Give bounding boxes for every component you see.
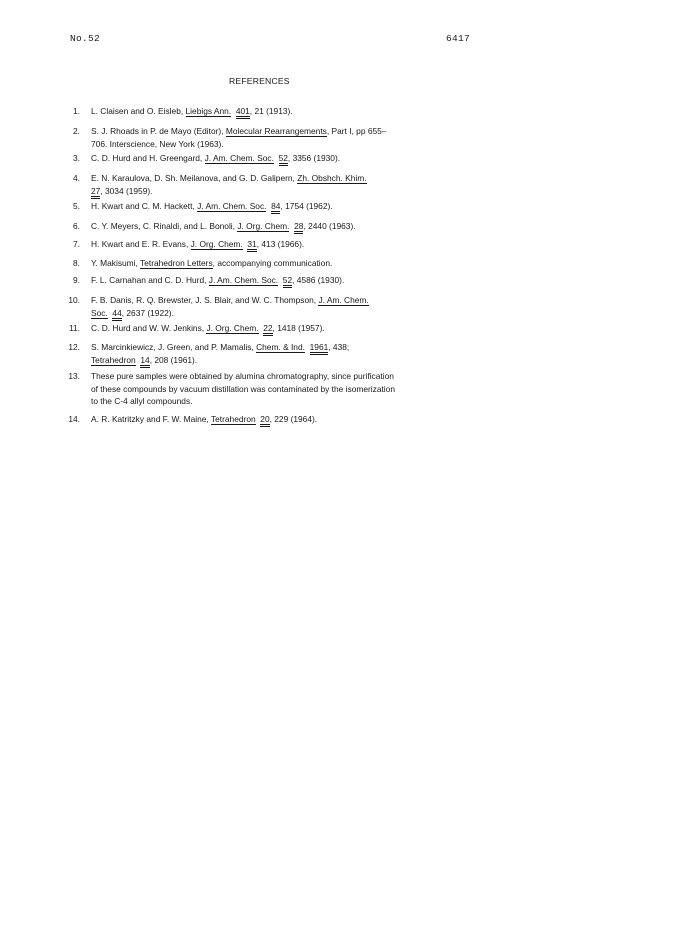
volume-number: 84 [271, 201, 280, 214]
spacer-text [274, 153, 279, 163]
reference-text: C. D. Hurd and W. W. Jenkins, [91, 323, 207, 333]
reference-number: 12. [68, 342, 80, 352]
reference-line [91, 172, 367, 185]
reference-text: , 1418 (1957). [272, 323, 325, 333]
reference-line [91, 220, 356, 233]
reference-line [91, 274, 344, 287]
reference-line [91, 152, 340, 165]
reference-text: L. Claisen and O. Eisleb, [91, 106, 186, 116]
reference-text: , 1754 (1962). [280, 201, 333, 211]
page-number: 6417 [446, 33, 471, 44]
volume-number: 28 [294, 221, 303, 234]
reference-text: , 21 (1913). [249, 106, 293, 116]
volume-number: 20 [260, 414, 269, 427]
reference-text: E. N. Karaulova, D. Sh. Meilanova, and G. D. Galipern, [91, 173, 298, 183]
journal-title: J. Org. Chem. [190, 239, 243, 249]
reference-number: 14. [68, 414, 80, 424]
reference-number: 5. [73, 201, 80, 211]
reference-number: 8. [73, 258, 80, 268]
reference-line [91, 413, 317, 426]
volume-number: 31 [247, 239, 256, 252]
reference-text: Y. Makisumi, [91, 258, 141, 268]
journal-title: J. Am. Chem. Soc. [197, 201, 267, 211]
reference-line [91, 138, 224, 151]
reference-text: These pure samples were obtained by alumina chromatography, since purification [91, 371, 394, 381]
reference-line [91, 238, 304, 251]
reference-text: A. R. Katritzky and F. W. Maine, [91, 414, 211, 424]
journal-title: Soc. [91, 307, 108, 318]
volume-number: 52 [283, 275, 292, 288]
reference-text: , 3356 (1930). [287, 153, 341, 163]
reference-text: , 4586 (1930). [292, 275, 345, 285]
reference-text: F. L. Carnahan and C. D. Hurd, [91, 275, 209, 285]
volume-number: 52 [279, 153, 288, 166]
journal-title: J. Am. Chem. [318, 295, 369, 305]
reference-number: 13. [68, 371, 80, 381]
reference-number: 2. [73, 126, 80, 136]
reference-text: F. B. Danis, R. Q. Brewster, J. S. Blair, and W. C. Thompson, [91, 295, 319, 305]
reference-text: , Part I, pp 655– [326, 126, 387, 136]
journal-title: J. Am. Chem. Soc. [208, 275, 279, 285]
reference-line [91, 395, 192, 408]
reference-line [91, 125, 386, 138]
reference-text: , accompanying communication. [212, 258, 333, 268]
reference-number: 10. [68, 295, 80, 305]
reference-text: , 229 (1964). [269, 414, 318, 424]
reference-line [91, 257, 332, 270]
journal-title: Zh. Obshch. Khim. [297, 173, 367, 183]
journal-title: Tetrahedron [210, 414, 256, 424]
reference-number: 1. [73, 106, 80, 116]
journal-title: J. Am. Chem. Soc. [204, 153, 274, 163]
journal-title: J. Org. Chem. [206, 323, 259, 333]
reference-line [91, 200, 333, 213]
volume-number: 44 [112, 308, 121, 321]
reference-line [91, 383, 395, 396]
volume-number: 1961 [310, 342, 329, 355]
issue-number: No.52 [70, 33, 101, 44]
journal-title: Molecular Rearrangements [225, 126, 327, 136]
reference-line [91, 185, 152, 198]
reference-text: to the C-4 allyl compounds. [91, 396, 193, 406]
journal-title: Tetrahedron Letters [140, 258, 213, 268]
reference-text: , 3034 (1959). [100, 185, 153, 196]
reference-line [91, 294, 369, 307]
reference-number: 4. [73, 173, 80, 183]
reference-text: C. Y. Meyers, C. Rinaldi, and L. Bonoli, [91, 221, 238, 231]
reference-text: , 413 (1966). [256, 239, 305, 249]
reference-text: 706. Interscience, New York (1963). [91, 138, 224, 149]
references-heading: REFERENCES [229, 76, 290, 86]
reference-text: C. D. Hurd and H. Greengard, [91, 153, 205, 163]
reference-line [91, 322, 325, 335]
reference-number: 6. [73, 221, 80, 231]
journal-title: J. Org. Chem. [237, 221, 290, 231]
reference-text: H. Kwart and C. M. Hackett, [91, 201, 198, 211]
reference-text: S. Marcinkiewicz, J. Green, and P. Mamalis, [91, 342, 257, 352]
reference-line [91, 341, 349, 354]
reference-number: 9. [73, 275, 80, 285]
journal-title: Chem. & Ind. [256, 342, 305, 352]
reference-line [91, 105, 293, 118]
reference-number: 11. [68, 323, 80, 333]
volume-number: 401 [236, 106, 250, 119]
reference-text: , 208 (1961). [149, 354, 198, 365]
reference-number: 3. [73, 153, 80, 163]
reference-text: S. J. Rhoads in P. de Mayo (Editor), [91, 126, 226, 136]
reference-text: , 2637 (1922). [121, 307, 174, 318]
reference-text: of these compounds by vacuum distillation was contaminated by the isomerization [91, 383, 395, 394]
reference-line [91, 370, 394, 383]
volume-number: 27 [91, 186, 100, 199]
reference-text: , 438; [328, 342, 350, 352]
reference-line [91, 307, 174, 320]
reference-number: 7. [73, 239, 80, 249]
reference-text: , 2440 (1963). [303, 221, 356, 231]
spacer-text [305, 342, 310, 352]
reference-line [91, 354, 197, 367]
reference-text: H. Kwart and E. R. Evans, [91, 239, 191, 249]
journal-title: Tetrahedron [91, 354, 136, 365]
journal-title: Liebigs Ann. [185, 106, 232, 116]
volume-number: 14 [140, 355, 149, 368]
volume-number: 22 [263, 323, 272, 336]
